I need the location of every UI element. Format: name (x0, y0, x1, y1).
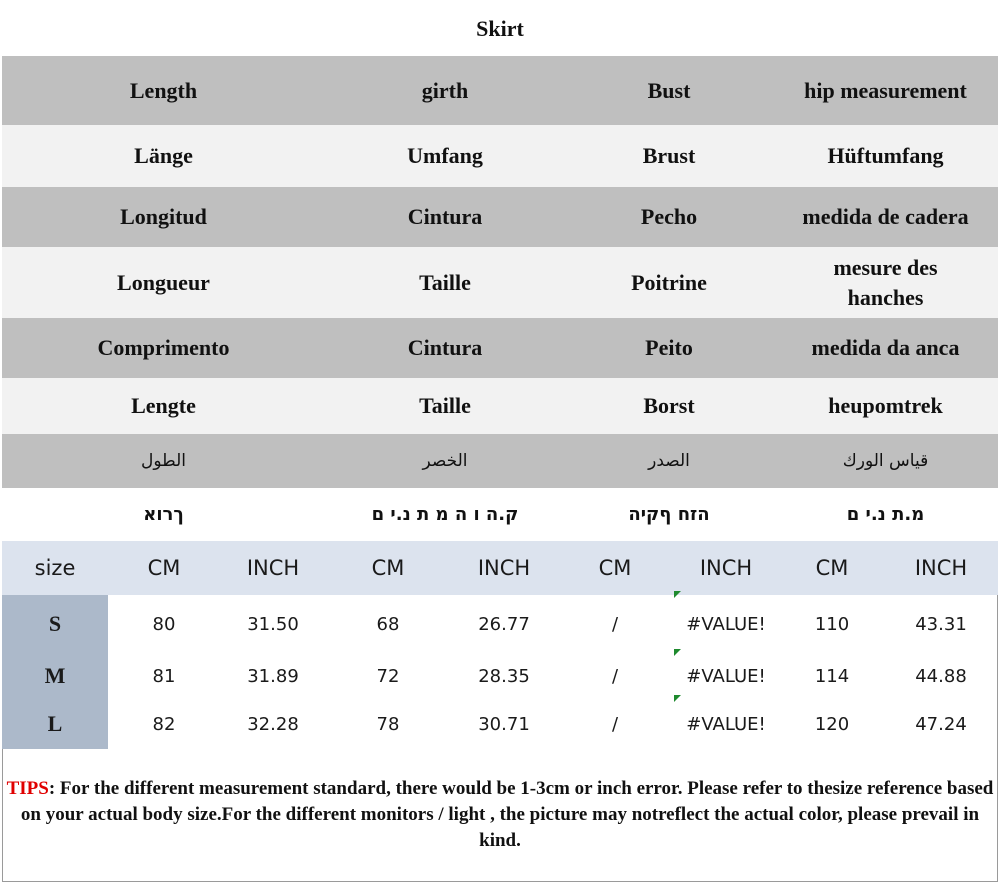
label-bust: Pecho (640, 204, 698, 229)
size-label: L (2, 699, 108, 749)
label-row-arabic (2, 434, 998, 488)
label-length: Länge (134, 143, 193, 168)
size-label: M (2, 653, 108, 699)
label-length: Length (129, 77, 198, 103)
header-girth-cm: CM (371, 556, 405, 580)
tips-label: TIPS (6, 778, 49, 799)
label-hip: מ.ת נ.י ם (846, 503, 925, 525)
hip-cm-value: 114 (814, 665, 850, 687)
label-bust: Poitrine (631, 269, 707, 295)
label-row-german (2, 125, 998, 187)
label-length: Comprimento (97, 335, 230, 360)
label-bust: الصدر (648, 451, 690, 471)
label-row-hebrew (2, 488, 998, 541)
tips-note (6, 776, 994, 854)
label-length: الطول (141, 451, 186, 471)
label-girth: Taille (419, 269, 471, 295)
label-hip: medida da anca (811, 335, 960, 360)
label-girth: ק.ה ו ה מ ת נ.י ם (371, 503, 519, 525)
table-row (2, 699, 998, 749)
header-bust-cm: CM (598, 556, 632, 580)
label-row-spanish (2, 187, 998, 247)
girth-inch-value: 26.77 (478, 613, 530, 635)
hip-inch-value: 47.24 (915, 713, 967, 735)
label-bust: Peito (645, 335, 693, 360)
label-girth: Cintura (407, 335, 483, 360)
length-cm-value: 81 (152, 665, 176, 687)
label-length: Longueur (117, 269, 210, 295)
label-girth: Cintura (407, 204, 483, 229)
label-length: ךרוא (143, 503, 184, 525)
label-girth: Taille (419, 393, 471, 418)
table-row (2, 653, 998, 699)
bust-inch-value: #VALUE! (672, 699, 780, 749)
label-row-portuguese (2, 318, 998, 378)
label-row-french (2, 247, 998, 318)
label-hip: hip measurement (804, 77, 967, 103)
bust-inch-value: #VALUE! (672, 653, 780, 699)
bust-cm-value: / (611, 613, 619, 635)
label-length: Longitud (120, 204, 207, 229)
table-row (2, 595, 998, 653)
label-bust: הזח ףקיה (628, 503, 710, 525)
hip-cm-value: 110 (814, 613, 850, 635)
label-hip: قياس الورك (842, 451, 929, 471)
hip-cm-value: 120 (814, 713, 850, 735)
label-girth: الخصر (422, 451, 468, 471)
hip-inch-value: 44.88 (915, 665, 967, 687)
header-size: size (34, 556, 76, 580)
girth-inch-value: 28.35 (478, 665, 530, 687)
label-row-dutch (2, 378, 998, 434)
label-girth: Umfang (407, 143, 483, 168)
hip-inch-value: 43.31 (915, 613, 967, 635)
chart-title: Skirt (2, 2, 998, 56)
label-hip: medida de cadera (802, 204, 969, 229)
girth-inch-value: 30.71 (478, 713, 530, 735)
label-hip: Hüftumfang (827, 143, 944, 168)
label-hip: mesure des hanches (833, 254, 938, 310)
bust-cm-value: / (611, 713, 619, 735)
header-bust-inch: INCH (699, 556, 753, 580)
girth-cm-value: 68 (376, 613, 400, 635)
label-bust: Brust (642, 143, 696, 168)
label-bust: Bust (647, 77, 691, 103)
header-girth-inch: INCH (477, 556, 531, 580)
table-header-row (2, 541, 998, 595)
header-hip-inch: INCH (914, 556, 968, 580)
header-length-cm: CM (147, 556, 181, 580)
label-row-english (2, 56, 998, 125)
length-inch-value: 31.89 (247, 665, 299, 687)
size-label: S (2, 595, 108, 653)
label-girth: girth (421, 77, 469, 103)
tips-text: : For the different measurement standard, there would be 1-3cm or inch error. Please refer to thesize reference based on your actual body size.For the different monitors / light , the picture may notreflect the actual color, please prevail in kind. (20, 778, 994, 851)
header-hip-cm: CM (815, 556, 849, 580)
bust-inch-value: #VALUE! (672, 595, 780, 653)
label-length: Lengte (131, 393, 196, 418)
length-cm-value: 82 (152, 713, 176, 735)
length-inch-value: 32.28 (247, 713, 299, 735)
length-inch-value: 31.50 (247, 613, 299, 635)
bust-cm-value: / (611, 665, 619, 687)
girth-cm-value: 72 (376, 665, 400, 687)
girth-cm-value: 78 (376, 713, 400, 735)
length-cm-value: 80 (152, 613, 176, 635)
header-length-inch: INCH (246, 556, 300, 580)
label-hip: heupomtrek (828, 393, 943, 418)
label-bust: Borst (643, 393, 695, 418)
